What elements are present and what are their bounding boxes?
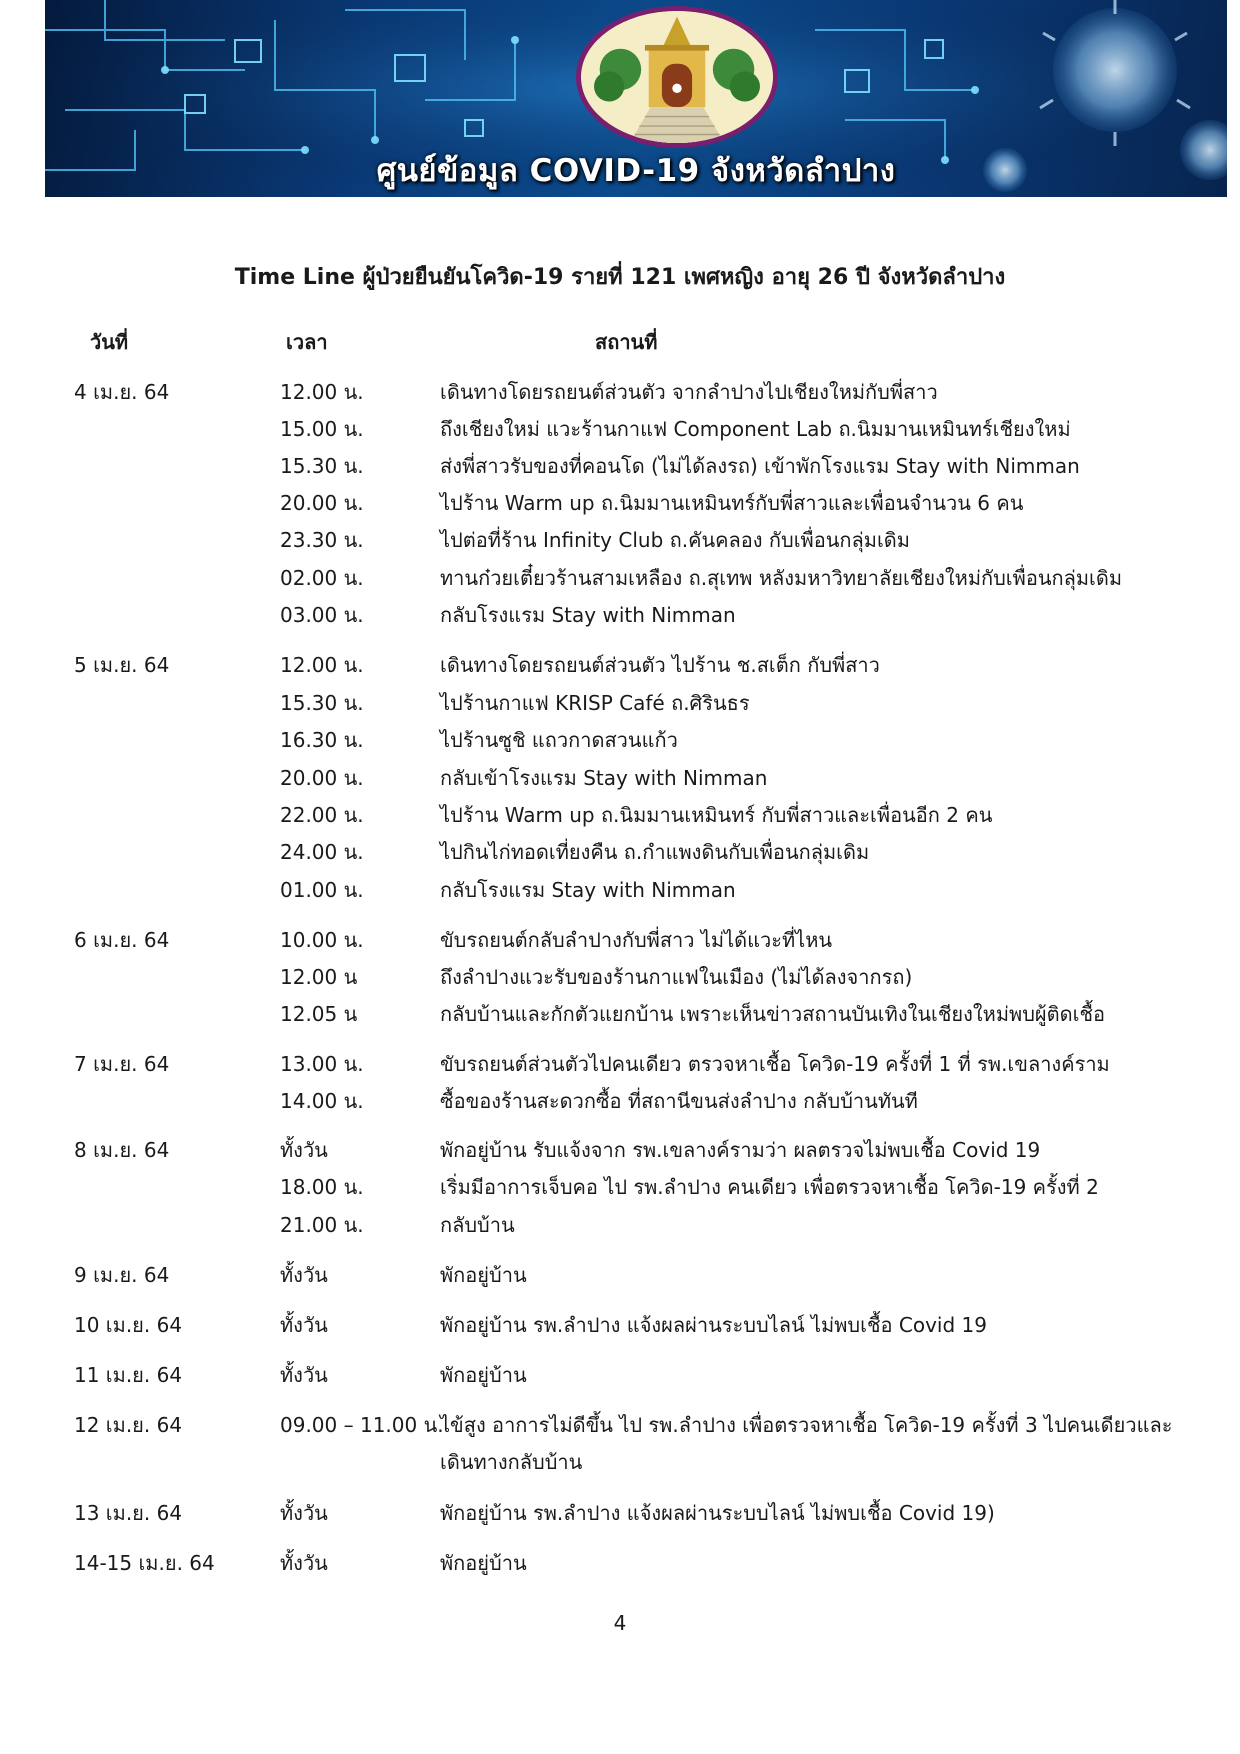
row-time: ทั้งวัน — [280, 1501, 328, 1525]
row-time: 12.00 น. — [280, 653, 364, 677]
row-description: ซื้อของร้านสะดวกซื้อ ที่สถานีขนส่งลำปาง กลับบ้านทันที — [440, 1089, 918, 1113]
document-title: Time Line ผู้ป่วยยืนยันโควิด-19 รายที่ 121 เพศหญิง อายุ 26 ปี จังหวัดลำปาง — [234, 265, 1006, 290]
row-time: 15.30 น. — [280, 454, 364, 478]
column-header-place: สถานที่ — [595, 330, 658, 354]
row-time: 12.00 น — [280, 965, 358, 989]
row-time: ทั้งวัน — [280, 1138, 328, 1162]
row-time: 15.00 น. — [280, 417, 364, 441]
row-description: ไปต่อที่ร้าน Infinity Club ถ.คันคลอง กับเพื่อนกลุ่มเดิม — [440, 528, 910, 552]
row-time: 02.00 น. — [280, 566, 364, 590]
banner-title: ศูนย์ข้อมูล COVID-19 จังหวัดลำปาง — [376, 153, 896, 189]
row-time: 10.00 น. — [280, 928, 364, 952]
row-date: 13 เม.ย. 64 — [74, 1501, 183, 1525]
row-description: กลับโรงแรม Stay with Nimman — [440, 878, 736, 902]
row-date: 11 เม.ย. 64 — [74, 1363, 183, 1387]
row-time: 14.00 น. — [280, 1089, 364, 1113]
row-time: 01.00 น. — [280, 878, 364, 902]
row-description: เดินทางโดยรถยนต์ส่วนตัว จากลำปางไปเชียงใหม่กับพี่สาว — [440, 380, 938, 404]
row-description: กลับโรงแรม Stay with Nimman — [440, 603, 736, 627]
row-time: ทั้งวัน — [280, 1263, 328, 1287]
row-time: ทั้งวัน — [280, 1313, 328, 1337]
column-header-time: เวลา — [286, 330, 328, 354]
row-time: 09.00 – 11.00 น. — [280, 1413, 444, 1437]
row-time: 20.00 น. — [280, 766, 364, 790]
row-description: พักอยู่บ้าน รพ.ลำปาง แจ้งผลผ่านระบบไลน์ ไม่พบเชื้อ Covid 19 — [440, 1313, 987, 1337]
row-description: พักอยู่บ้าน — [440, 1551, 527, 1575]
row-description: ไปร้านกาแฟ KRISP Café ถ.ศิรินธร — [440, 691, 750, 715]
row-time: 12.05 น — [280, 1002, 358, 1026]
page-number: 4 — [613, 1611, 627, 1635]
row-time: 23.30 น. — [280, 528, 364, 552]
row-time: 24.00 น. — [280, 840, 364, 864]
column-header-date: วันที่ — [90, 330, 129, 354]
row-description: ไปร้านซูชิ แถวกาดสวนแก้ว — [440, 728, 678, 752]
row-description: ไปร้าน Warm up ถ.นิมมานเหมินทร์ กับพี่สาวและเพื่อนอีก 2 คน — [440, 803, 993, 827]
row-description: ขับรถยนต์ส่วนตัวไปคนเดียว ตรวจหาเชื้อ โควิด-19 ครั้งที่ 1 ที่ รพ.เขลางค์ราม — [440, 1052, 1110, 1076]
row-description: กลับบ้านและกักตัวแยกบ้าน เพราะเห็นข่าวสถานบันเทิงในเชียงใหม่พบผู้ติดเชื้อ — [440, 1002, 1106, 1026]
row-description: พักอยู่บ้าน — [440, 1363, 527, 1387]
row-date: 8 เม.ย. 64 — [74, 1138, 170, 1162]
row-description: เริ่มมีอาการเจ็บคอ ไป รพ.ลำปาง คนเดียว เพื่อตรวจหาเชื้อ โควิด-19 ครั้งที่ 2 — [440, 1175, 1099, 1199]
row-time: 13.00 น. — [280, 1052, 364, 1076]
row-date: 12 เม.ย. 64 — [74, 1413, 183, 1437]
row-description: ทานก๋วยเตี๋ยวร้านสามเหลือง ถ.สุเทพ หลังมหาวิทยาลัยเชียงใหม่กับเพื่อนกลุ่มเดิม — [440, 566, 1123, 590]
row-date: 10 เม.ย. 64 — [74, 1313, 183, 1337]
row-time: 21.00 น. — [280, 1213, 364, 1237]
row-description: ถึงเชียงใหม่ แวะร้านกาแฟ Component Lab ถ.นิมมานเหมินทร์เชียงใหม่ — [440, 417, 1071, 441]
row-date: 14-15 เม.ย. 64 — [74, 1551, 215, 1575]
row-date: 5 เม.ย. 64 — [74, 653, 170, 677]
row-time: 12.00 น. — [280, 380, 364, 404]
row-time: ทั้งวัน — [280, 1551, 328, 1575]
row-description: พักอยู่บ้าน รพ.ลำปาง แจ้งผลผ่านระบบไลน์ ไม่พบเชื้อ Covid 19) — [440, 1501, 995, 1525]
row-description: กลับเข้าโรงแรม Stay with Nimman — [440, 766, 768, 790]
row-time: 20.00 น. — [280, 491, 364, 515]
row-time: 16.30 น. — [280, 728, 364, 752]
row-time: 15.30 น. — [280, 691, 364, 715]
row-description: ไปกินไก่ทอดเที่ยงคืน ถ.กำแพงดินกับเพื่อนกลุ่มเดิม — [440, 840, 870, 864]
row-description: พักอยู่บ้าน รับแจ้งจาก รพ.เขลางค์รามว่า ผลตรวจไม่พบเชื้อ Covid 19 — [440, 1138, 1041, 1162]
row-description: ถึงลำปางแวะรับของร้านกาแฟในเมือง (ไม่ได้ลงจากรถ) — [440, 965, 913, 989]
row-date: 9 เม.ย. 64 — [74, 1263, 170, 1287]
row-date: 7 เม.ย. 64 — [74, 1052, 170, 1076]
row-description: เดินทางโดยรถยนต์ส่วนตัว ไปร้าน ช.สเต็ก กับพี่สาว — [440, 653, 880, 677]
row-description: ส่งพี่สาวรับของที่คอนโด (ไม่ได้ลงรถ) เข้าพักโรงแรม Stay with Nimman — [440, 454, 1080, 478]
row-description: ไข้สูง อาการไม่ดีขึ้น ไป รพ.ลำปาง เพื่อตรวจหาเชื้อ โควิด-19 ครั้งที่ 3 ไปคนเดียวและเดินทางกลับบ้าน — [440, 1413, 1173, 1474]
row-date: 6 เม.ย. 64 — [74, 928, 170, 952]
row-description: พักอยู่บ้าน — [440, 1263, 527, 1287]
row-time: 03.00 น. — [280, 603, 364, 627]
row-time: 22.00 น. — [280, 803, 364, 827]
row-description: กลับบ้าน — [440, 1213, 515, 1237]
row-description: ไปร้าน Warm up ถ.นิมมานเหมินทร์กับพี่สาวและเพื่อนจำนวน 6 คน — [440, 491, 1024, 515]
row-time: ทั้งวัน — [280, 1363, 328, 1387]
row-description: ขับรถยนต์กลับลำปางกับพี่สาว ไม่ได้แวะที่ไหน — [440, 928, 833, 952]
row-date: 4 เม.ย. 64 — [74, 380, 170, 404]
row-time: 18.00 น. — [280, 1175, 364, 1199]
